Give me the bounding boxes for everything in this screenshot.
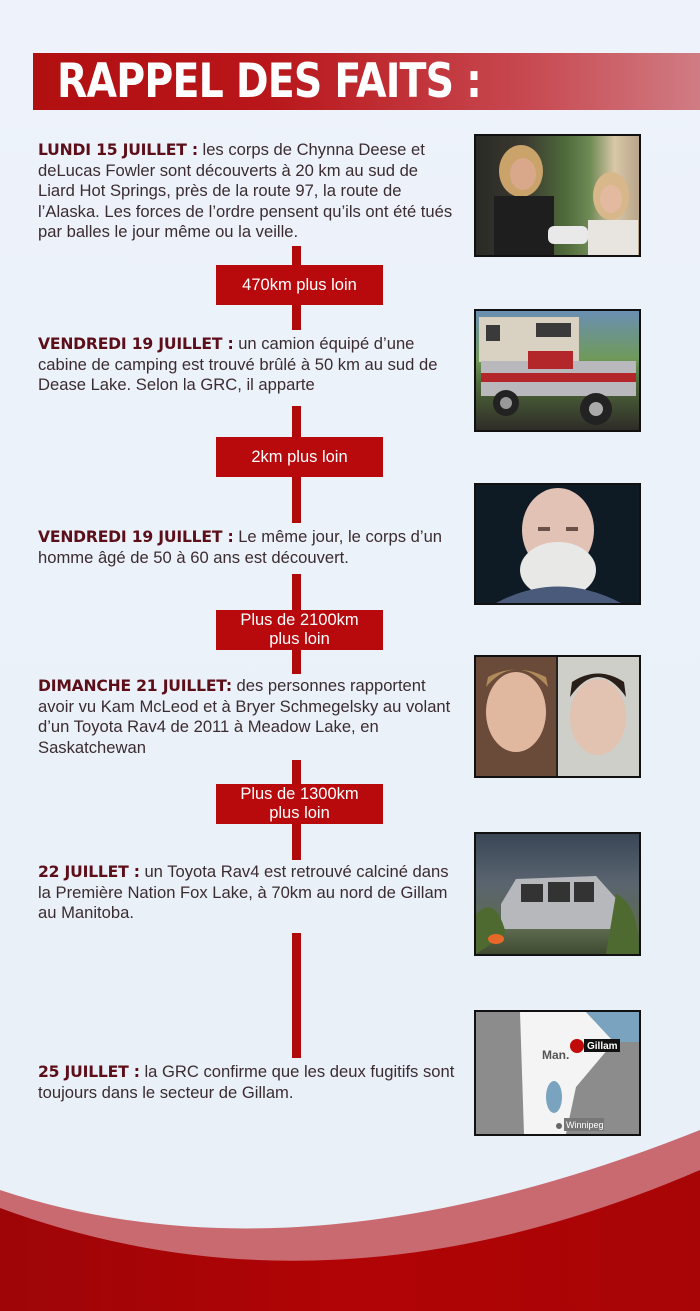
distance-text: plus loin (269, 630, 330, 648)
map-city-label: Gillam (587, 1041, 618, 1052)
event-text: Le même jour, le corps d’un homme âgé de 50 à 60 ans est découvert. (38, 527, 443, 567)
header-banner (33, 53, 700, 110)
distance-text: 470km plus loin (242, 275, 357, 294)
event-text: les corps de Chynna Deese et deLucas Fowler sont découverts à 20 km au sud de Liard Hot Springs, près de la route 97, la route de l’Alaska. Les forces de l’ordre pensent qu’ils ont été tués par balles le jour même ou la veille. (38, 140, 453, 241)
timeline-event (38, 334, 458, 396)
distance-label (216, 784, 383, 824)
decorative-wave (0, 1130, 700, 1311)
suspects-photo (474, 655, 641, 778)
event-date: VENDREDI 19 JUILLET : (38, 335, 234, 353)
page-title: RAPPEL DES FAITS : (57, 54, 482, 109)
distance-label (216, 610, 383, 650)
timeline-event (38, 676, 458, 758)
distance-label (216, 437, 383, 477)
camper-truck-photo (474, 309, 641, 432)
map-province-label: Man. (542, 1048, 570, 1062)
event-date: 22 JUILLET : (38, 863, 140, 881)
event-date: 25 JUILLET : (38, 1063, 140, 1081)
distance-text: 2km plus loin (251, 447, 348, 466)
event-date: LUNDI 15 JUILLET : (38, 141, 198, 159)
distance-label (216, 265, 383, 305)
couple-photo (474, 134, 641, 257)
distance-text: Plus de 2100km (240, 611, 359, 629)
timeline-event (38, 140, 458, 243)
timeline-connector (292, 933, 301, 1058)
timeline-event (38, 527, 458, 568)
map-photo (474, 1010, 641, 1136)
timeline-event (38, 862, 458, 924)
event-text: des personnes rapportent avoir vu Kam McLeod et à Bryer Schmegelsky au volant d’un Toyota Rav4 de 2011 à Meadow Lake, en Saskatchewan (38, 676, 451, 757)
event-text: un Toyota Rav4 est retrouvé calciné dans la Première Nation Fox Lake, à 70km au nord de Gillam au Manitoba. (38, 862, 449, 922)
event-date: VENDREDI 19 JUILLET : (38, 528, 234, 546)
map-capital-label: Winnipeg (566, 1120, 604, 1130)
distance-text: Plus de 1300km (240, 785, 359, 803)
older-man-photo (474, 483, 641, 605)
distance-text: plus loin (269, 804, 330, 822)
burned-car-photo (474, 832, 641, 956)
event-date: DIMANCHE 21 JUILLET: (38, 677, 232, 695)
event-text: la GRC confirme que les deux fugitifs sont toujours dans le secteur de Gillam. (38, 1062, 455, 1102)
event-text: un camion équipé d’une cabine de camping est trouvé brûlé à 50 km au sud de Dease Lake. Selon la GRC, il apparte (38, 334, 438, 394)
timeline-event (38, 1062, 458, 1103)
